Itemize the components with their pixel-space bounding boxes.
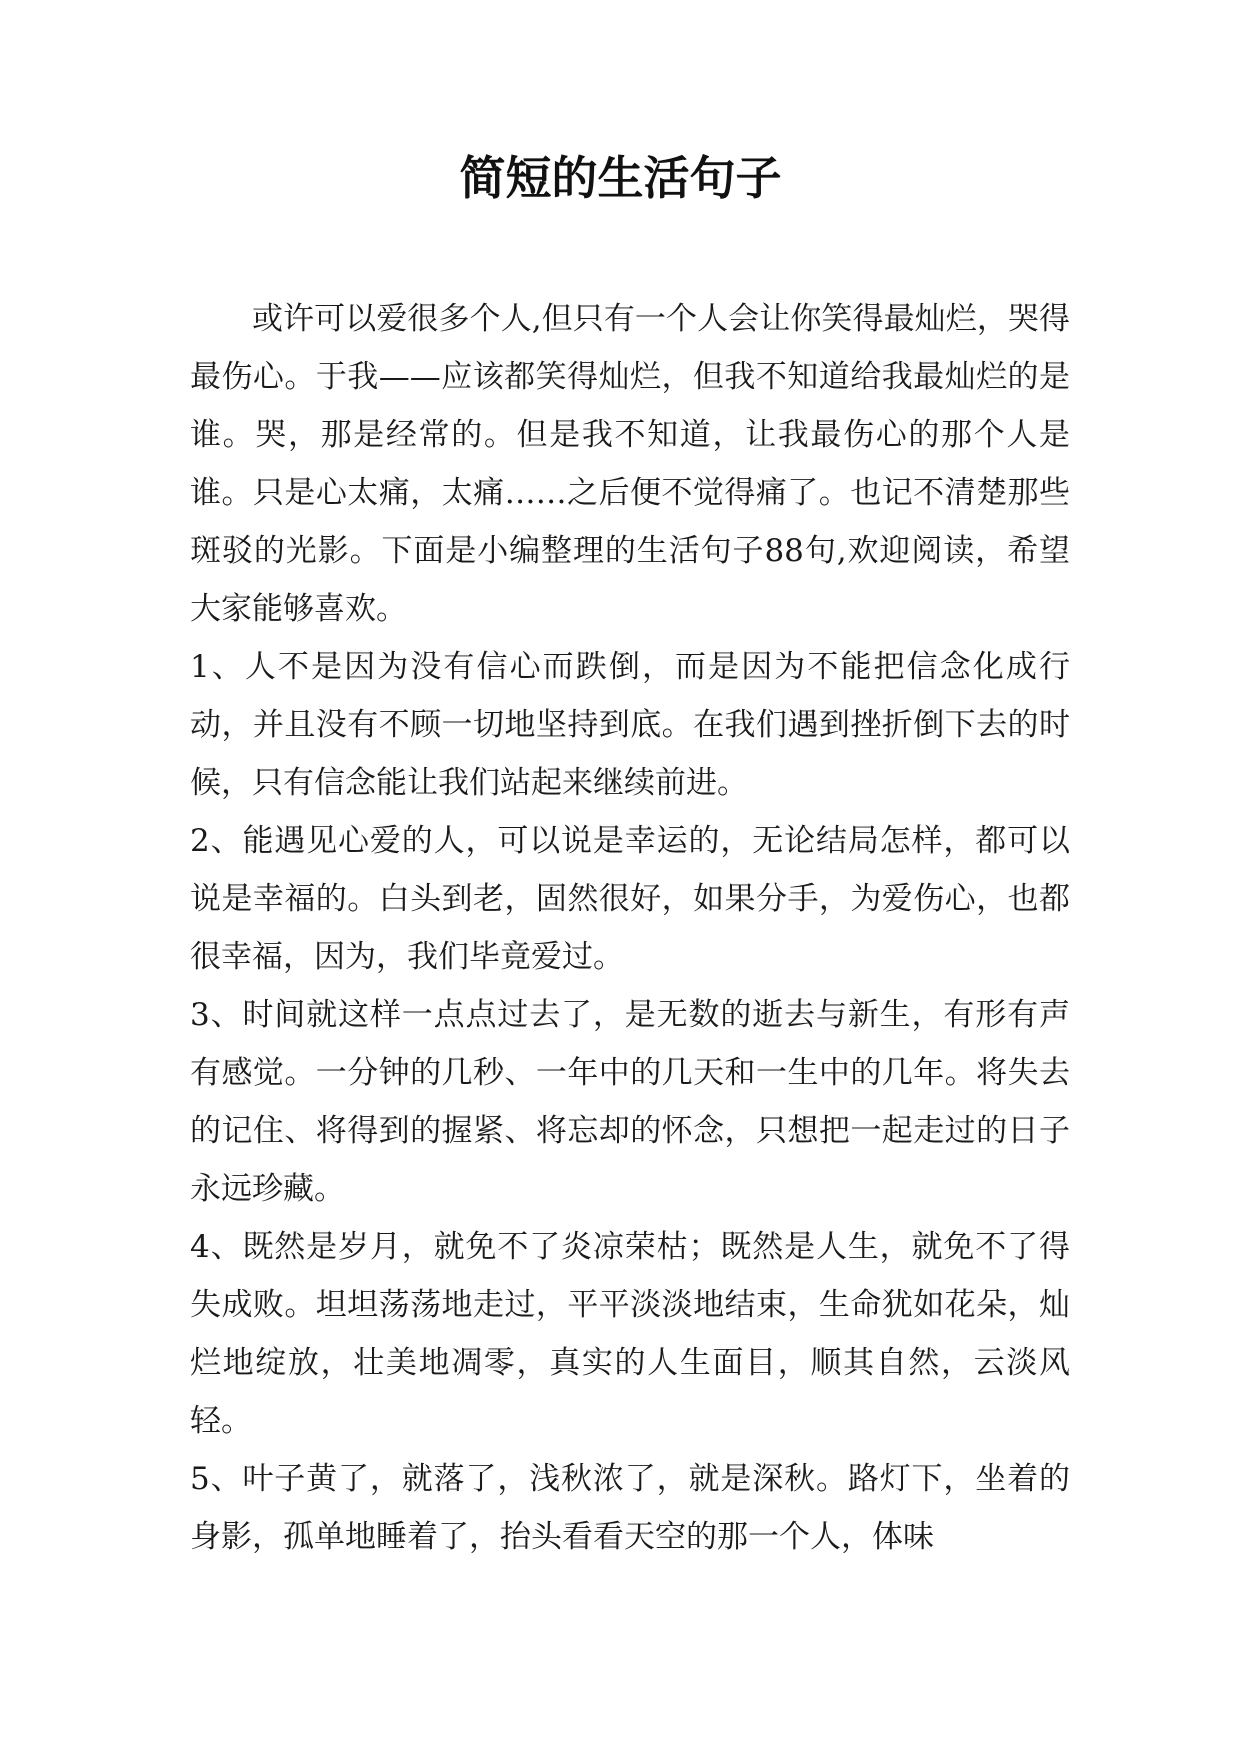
list-item: 1、人不是因为没有信心而跌倒，而是因为不能把信念化成行动，并且没有不顾一切地坚持到底。在我们遇到挫折倒下去的时候，只有信念能让我们站起来继续前进。: [190, 649, 1070, 801]
document-title: 简短的生活句子: [459, 151, 782, 205]
intro-paragraph: 或许可以爱很多个人,但只有一个人会让你笑得最灿烂，哭得最伤心。于我——应该都笑得灿烂，但我不知道给我最灿烂的是谁。哭，那是经常的。但是我不知道，让我最伤心的那个人是谁。只是心太痛，太痛……之后便不觉得痛了。也记不清楚那些斑驳的光影。下面是小编整理的生活句子88句,欢迎阅读，希望大家能够喜欢。: [190, 301, 1070, 627]
list-item: 4、既然是岁月，就免不了炎凉荣枯；既然是人生，就免不了得失成败。坦坦荡荡地走过，平平淡淡地结束，生命犹如花朵，灿烂地绽放，壮美地凋零，真实的人生面目，顺其自然，云淡风轻。: [190, 1229, 1070, 1439]
list-item: 3、时间就这样一点点过去了，是无数的逝去与新生，有形有声有感觉。一分钟的几秒、一年中的几天和一生中的几年。将失去的记住、将得到的握紧、将忘却的怀念，只想把一起走过的日子永远珍藏。: [190, 997, 1070, 1207]
list-item: 2、能遇见心爱的人，可以说是幸运的，无论结局怎样，都可以说是幸福的。白头到老，固然很好，如果分手，为爱伤心，也都很幸福，因为，我们毕竟爱过。: [190, 823, 1070, 975]
list-item: 5、叶子黄了，就落了，浅秋浓了，就是深秋。路灯下，坐着的身影，孤单地睡着了，抬头看看天空的那一个人，体味: [190, 1461, 1070, 1555]
document-body: [190, 290, 1070, 1566]
